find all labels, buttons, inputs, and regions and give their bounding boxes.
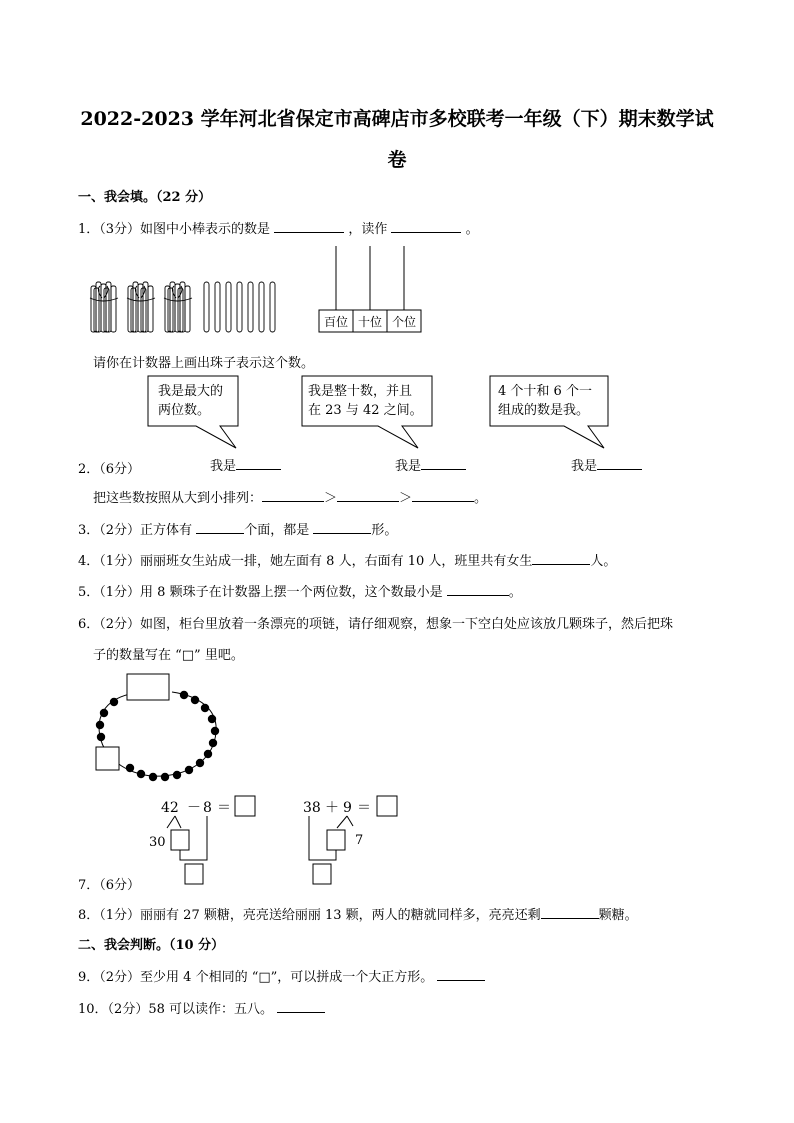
q2-sort-line: 把这些数按照从大到小排列： ＞ ＞ 。 (93, 487, 487, 506)
question-9: 9．（2分）至少用 4 个相同的 “□”，可以拼成一个大正方形。 (78, 966, 485, 985)
eq2-eq: ＝ (357, 800, 371, 816)
answer-blank[interactable] (337, 487, 399, 502)
answer-1: 我是 (210, 455, 281, 474)
page-title-line2: 卷 (387, 149, 407, 171)
eq2-a: 38 (303, 800, 321, 816)
answer-blank[interactable] (262, 487, 324, 502)
necklace-answer-box-left[interactable] (96, 747, 119, 770)
bubble-1-line2: 两位数。 (158, 403, 211, 418)
answer-blank[interactable] (313, 519, 371, 534)
abacus-counter[interactable] (318, 246, 424, 334)
eq1-step-box[interactable] (185, 864, 203, 884)
eq1-a: 42 (161, 800, 179, 816)
answer-blank[interactable] (532, 550, 590, 565)
section-2-heading: 二、我会判断。（10 分） (78, 938, 225, 953)
question-10: 10．（2分）58 可以读作：五八。 (78, 998, 325, 1017)
bubble-3-line1: 4 个十和 6 个一 (498, 384, 592, 399)
page-title-line1: 2022-2023 学年河北省保定市高碑店市多校联考一年级（下）期末数学试 (80, 108, 714, 130)
answer-blank[interactable] (236, 455, 281, 470)
eq2-split-value: 7 (355, 833, 364, 848)
necklace-answer-box-top[interactable] (127, 674, 169, 700)
answer-3: 我是 (571, 455, 642, 474)
abacus-label-ones: 个位 (391, 315, 417, 329)
answer-2: 我是 (395, 455, 466, 474)
answer-blank[interactable] (437, 966, 485, 981)
answer-blank[interactable] (541, 904, 599, 919)
question-7-number: 7．（6分） (78, 878, 141, 893)
speech-bubbles (140, 374, 620, 452)
bubble-2-line1: 我是整十数，并且 (308, 384, 413, 399)
question-2-number: 2．（6分） (78, 462, 141, 477)
eq1-split-value: 30 (149, 835, 166, 850)
answer-blank[interactable] (196, 519, 244, 534)
sticks-image (88, 272, 288, 336)
section-1-heading: 一、我会填。（22 分） (78, 190, 212, 205)
eq2-step-box[interactable] (313, 864, 331, 884)
eq1-result-box[interactable] (235, 796, 255, 816)
answer-blank[interactable] (391, 218, 461, 233)
abacus-label-hundreds: 百位 (323, 315, 349, 329)
question-6-line2: 子的数量写在 “□” 里吧。 (93, 648, 244, 663)
answer-blank[interactable] (447, 581, 509, 596)
question-8: 8．（1分）丽丽有 27 颗糖，亮亮送给丽丽 13 颗，两人的糖就同样多，亮亮还剩 颗糖。 (78, 904, 638, 923)
answer-blank[interactable] (412, 487, 474, 502)
split-number-diagrams (145, 792, 405, 888)
eq1-b: 8 (203, 800, 212, 816)
eq1-split-box[interactable] (171, 830, 189, 850)
bubble-3-line2: 组成的数是我。 (498, 403, 590, 418)
eq1-eq: ＝ (217, 800, 231, 816)
eq2-result-box[interactable] (377, 796, 397, 816)
eq2-op: ＋ (325, 800, 339, 816)
question-3: 3．（2分）正方体有 个面，都是 形。 (78, 519, 397, 538)
question-6-line1: 6．（2分）如图，柜台里放着一条漂亮的项链，请仔细观察，想象一下空白处应该放几颗珠子，然后把珠 (78, 617, 674, 632)
question-4: 4．（1分）丽丽班女生站成一排，她左面有 8 人，右面有 10 人，班里共有女生 人。 (78, 550, 616, 569)
eq2-split-box[interactable] (327, 830, 345, 850)
answer-blank[interactable] (277, 998, 325, 1013)
necklace-image (92, 670, 232, 788)
q1-instruction: 请你在计数器上画出珠子表示这个数。 (93, 356, 315, 371)
abacus-label-tens: 十位 (357, 315, 383, 329)
answer-blank[interactable] (274, 218, 344, 233)
bubble-1-line1: 我是最大的 (158, 384, 224, 399)
answer-blank[interactable] (597, 455, 642, 470)
eq1-op: － (187, 800, 201, 816)
question-5: 5．（1分）用 8 颗珠子在计数器上摆一个两位数，这个数最小是 。 (78, 581, 522, 600)
question-1: 1．（3分）如图中小棒表示的数是 ，读作 。 (78, 218, 479, 237)
bubble-2-line2: 在 23 与 42 之间。 (308, 403, 423, 418)
answer-blank[interactable] (421, 455, 466, 470)
eq2-b: 9 (343, 800, 352, 816)
